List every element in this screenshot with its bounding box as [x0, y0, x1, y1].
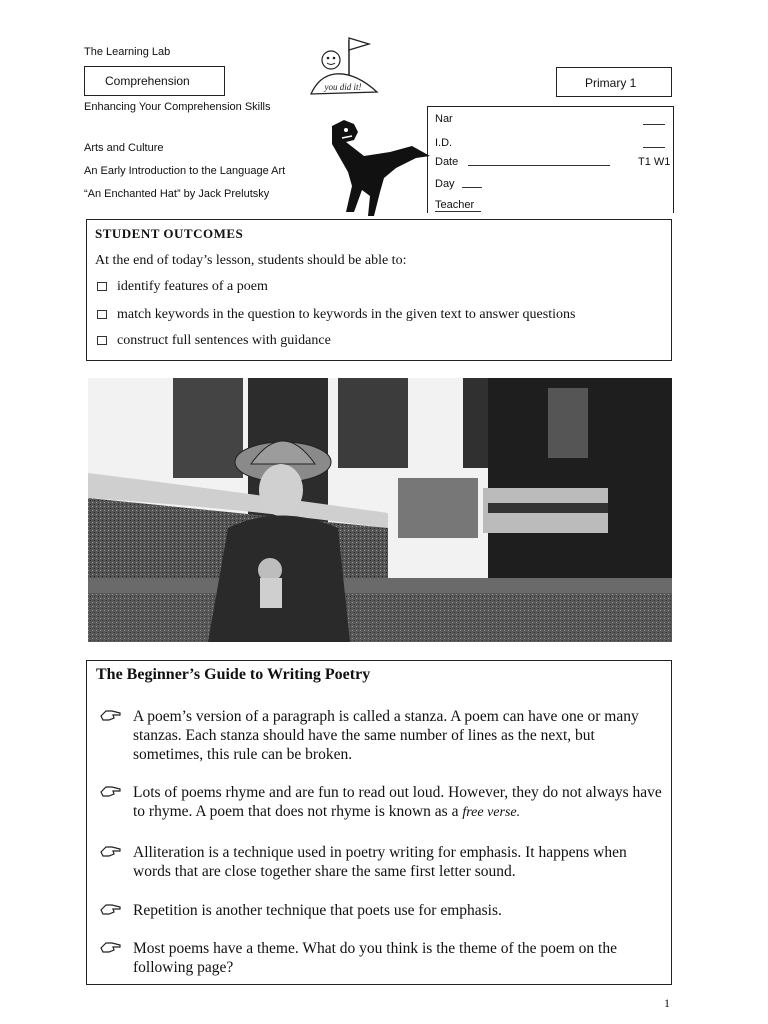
topic-line-1: Arts and Culture [84, 142, 164, 154]
guide-text-3: Alliteration is a technique used in poetry writing for emphasis. It happens when words that are close together share the same first letter sound. [133, 844, 627, 880]
guide-text-2-main: Lots of poems rhyme and are fun to read out loud. However, they do not always have to rhyme. A poem that does not rhyme is known as a [133, 784, 662, 820]
pointing-hand-icon [100, 708, 122, 722]
outcome-text-1: identify features of a poem [117, 279, 268, 294]
outcome-item-3 [97, 333, 331, 349]
guide-item-1 [100, 707, 665, 764]
day-label: Day [435, 178, 455, 190]
guide-item-2 [100, 783, 665, 822]
student-outcomes-box [86, 219, 672, 361]
stamp-text: you did it! [324, 82, 362, 92]
checkbox-3[interactable] [97, 336, 107, 345]
checkbox-1[interactable] [97, 282, 107, 291]
teacher-line[interactable] [435, 211, 481, 212]
outcome-text-3: construct full sentences with guidance [117, 333, 331, 348]
outcomes-title: STUDENT OUTCOMES [95, 226, 244, 241]
dinosaur-illustration [324, 116, 436, 220]
guide-title: The Beginner’s Guide to Writing Poetry [96, 666, 371, 683]
checkbox-2[interactable] [97, 310, 107, 319]
guide-text-2-term: free verse. [462, 805, 521, 820]
outcome-item-2 [97, 307, 575, 323]
pointing-hand-icon [100, 940, 122, 954]
date-label: Date [435, 156, 459, 168]
you-did-it-stamp [305, 34, 385, 100]
teacher-label: Teacher [435, 199, 475, 211]
child-in-hat-photo [88, 378, 672, 642]
topic-line-3: “An Enchanted Hat” by Jack Prelutsky [84, 188, 270, 200]
term-week: T1 W1 [638, 156, 671, 168]
outcome-item-1 [97, 279, 268, 295]
name-label: Nar [435, 113, 453, 125]
org-name: The Learning Lab [84, 46, 171, 58]
pointing-hand-icon [100, 902, 122, 916]
pointing-hand-icon [100, 844, 122, 858]
level-label: Primary 1 [585, 76, 637, 90]
subtitle: Enhancing Your Comprehension Skills [84, 101, 271, 113]
outcomes-intro: At the end of today’s lesson, students should be able to: [95, 253, 407, 268]
outcome-text-2: match keywords in the question to keywords in the given text to answer questions [117, 307, 576, 322]
subject-label: Comprehension [105, 74, 190, 88]
id-line[interactable] [643, 147, 665, 148]
name-line[interactable] [643, 124, 665, 125]
student-info-box [427, 106, 674, 213]
id-label: I.D. [435, 137, 453, 149]
guide-text-5: Most poems have a theme. What do you think is the theme of the poem on the following page? [133, 940, 617, 976]
subject-box [84, 66, 225, 96]
guide-item-4 [100, 901, 665, 920]
guide-item-5 [100, 939, 665, 977]
guide-item-3 [100, 843, 665, 881]
page-number: 1 [664, 996, 670, 1010]
date-line[interactable] [468, 165, 610, 166]
topic-line-2: An Early Introduction to the Language Art [84, 165, 286, 177]
day-line[interactable] [462, 187, 482, 188]
pointing-hand-icon [100, 784, 122, 798]
guide-text-2 [133, 783, 665, 822]
level-box [556, 67, 672, 97]
guide-text-1: A poem’s version of a paragraph is called a stanza. A poem can have one or many stanzas. Each stanza should have the same number of lines as the next, but sometimes, this rule can be broken. [133, 708, 639, 763]
guide-text-4: Repetition is another technique that poets use for emphasis. [133, 902, 502, 919]
